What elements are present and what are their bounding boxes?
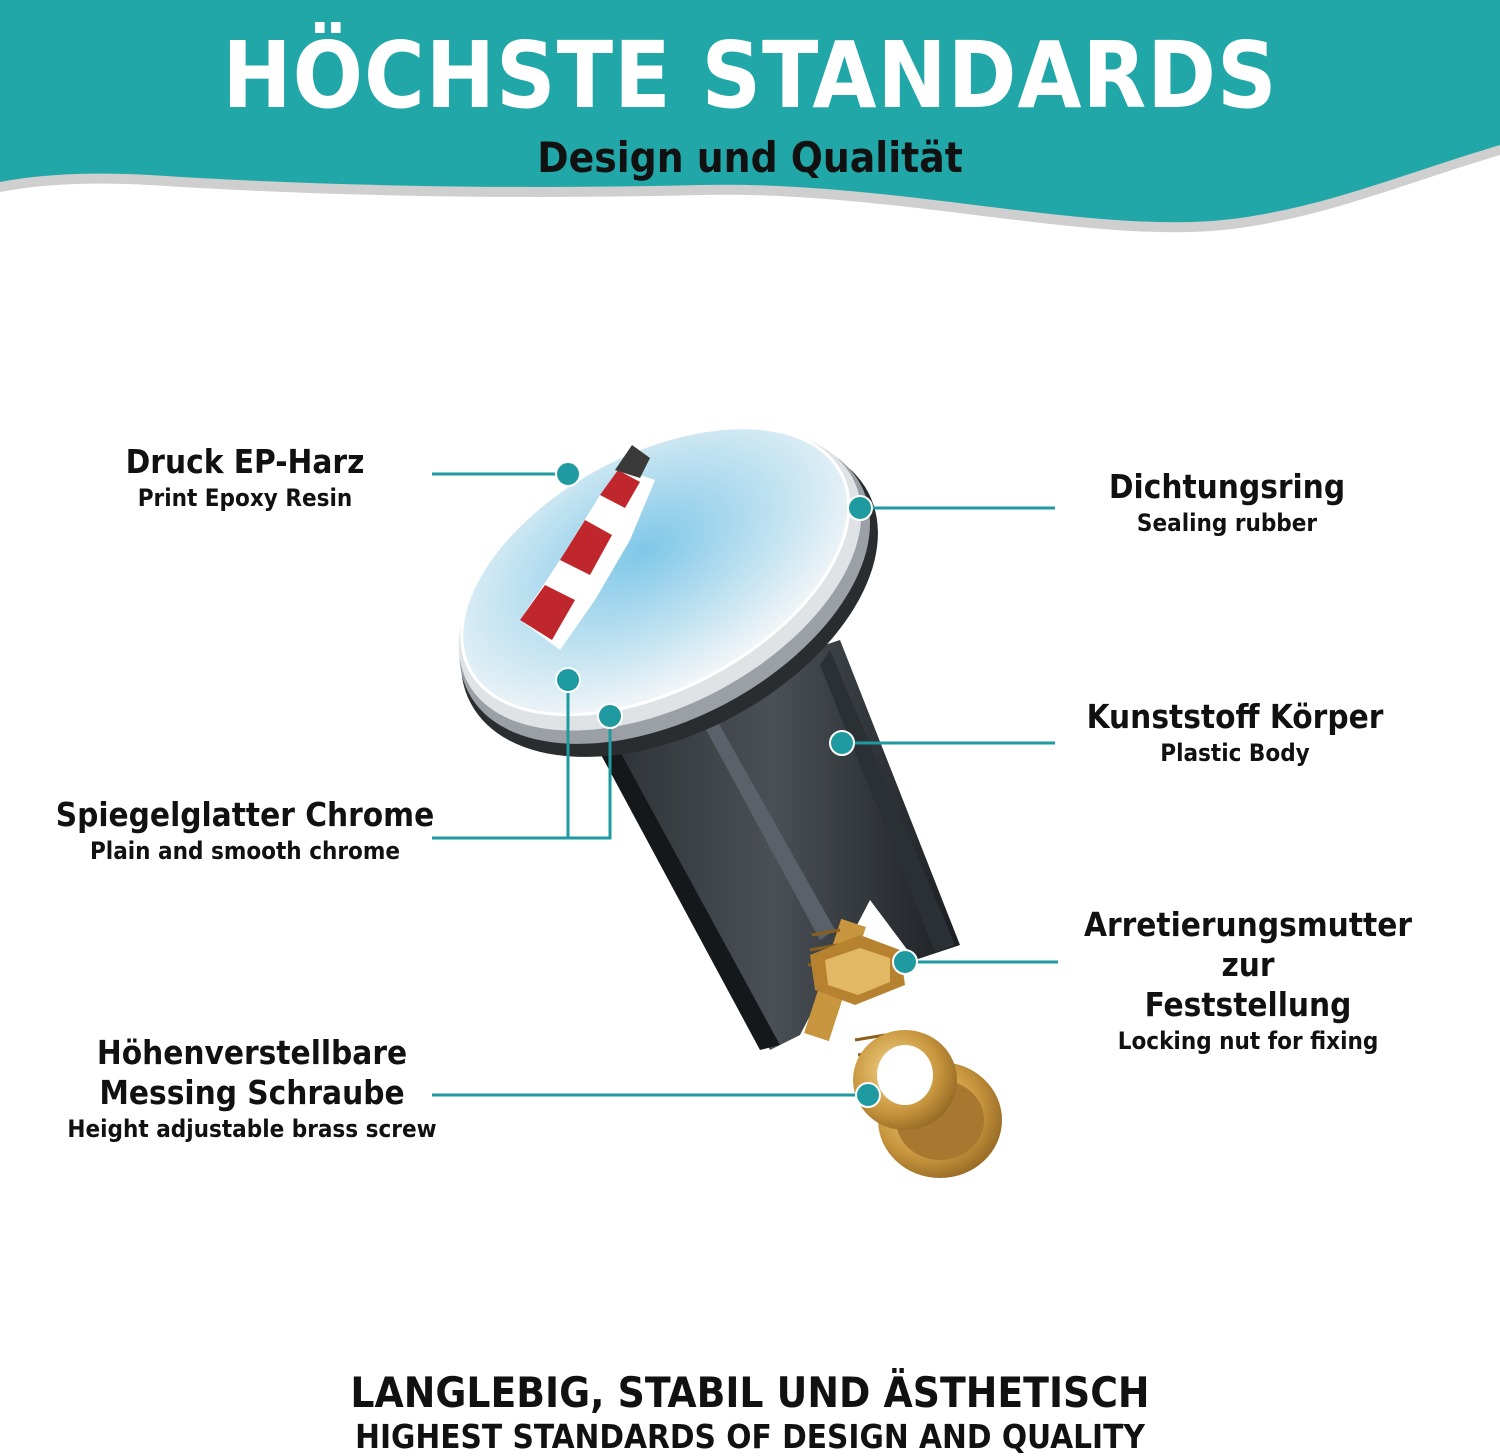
callout-title: Kunststoff Körper [1086, 697, 1384, 736]
callout-brass-screw [62, 1033, 442, 1145]
callout-title: Arretierungsmutter zur [1083, 905, 1413, 984]
callout-title-line2: Messing Schraube [99, 1073, 405, 1112]
callout-chrome [55, 795, 435, 867]
callout-locking-nut [1058, 905, 1438, 1057]
page-subtitle: Design und Qualität [537, 133, 963, 182]
callout-title-line2: Feststellung [1144, 985, 1352, 1024]
footer-subline: HIGHEST STANDARDS OF DESIGN AND QUALITY [355, 1417, 1145, 1456]
callout-subtitle: Height adjustable brass screw [67, 1115, 437, 1143]
callout-print-epoxy [95, 442, 395, 514]
callout-title: Höhenverstellbare [96, 1033, 408, 1072]
callout-title: Spiegelglatter Chrome [55, 795, 435, 834]
callout-title: Druck EP-Harz [125, 442, 365, 481]
callout-sealing-rubber [1077, 467, 1377, 539]
callout-plastic-body [1065, 697, 1405, 769]
callout-subtitle: Sealing rubber [1136, 509, 1318, 537]
callout-title: Dichtungsring [1108, 467, 1346, 506]
callout-subtitle: Print Epoxy Resin [137, 484, 353, 512]
footer-headline: LANGLEBIG, STABIL UND ÄSTHETISCH [350, 1368, 1150, 1417]
callout-subtitle: Plain and smooth chrome [89, 837, 401, 865]
callout-subtitle: Locking nut for fixing [1117, 1027, 1379, 1055]
page-title: HÖCHSTE STANDARDS [222, 22, 1278, 129]
callout-subtitle: Plastic Body [1160, 739, 1310, 767]
